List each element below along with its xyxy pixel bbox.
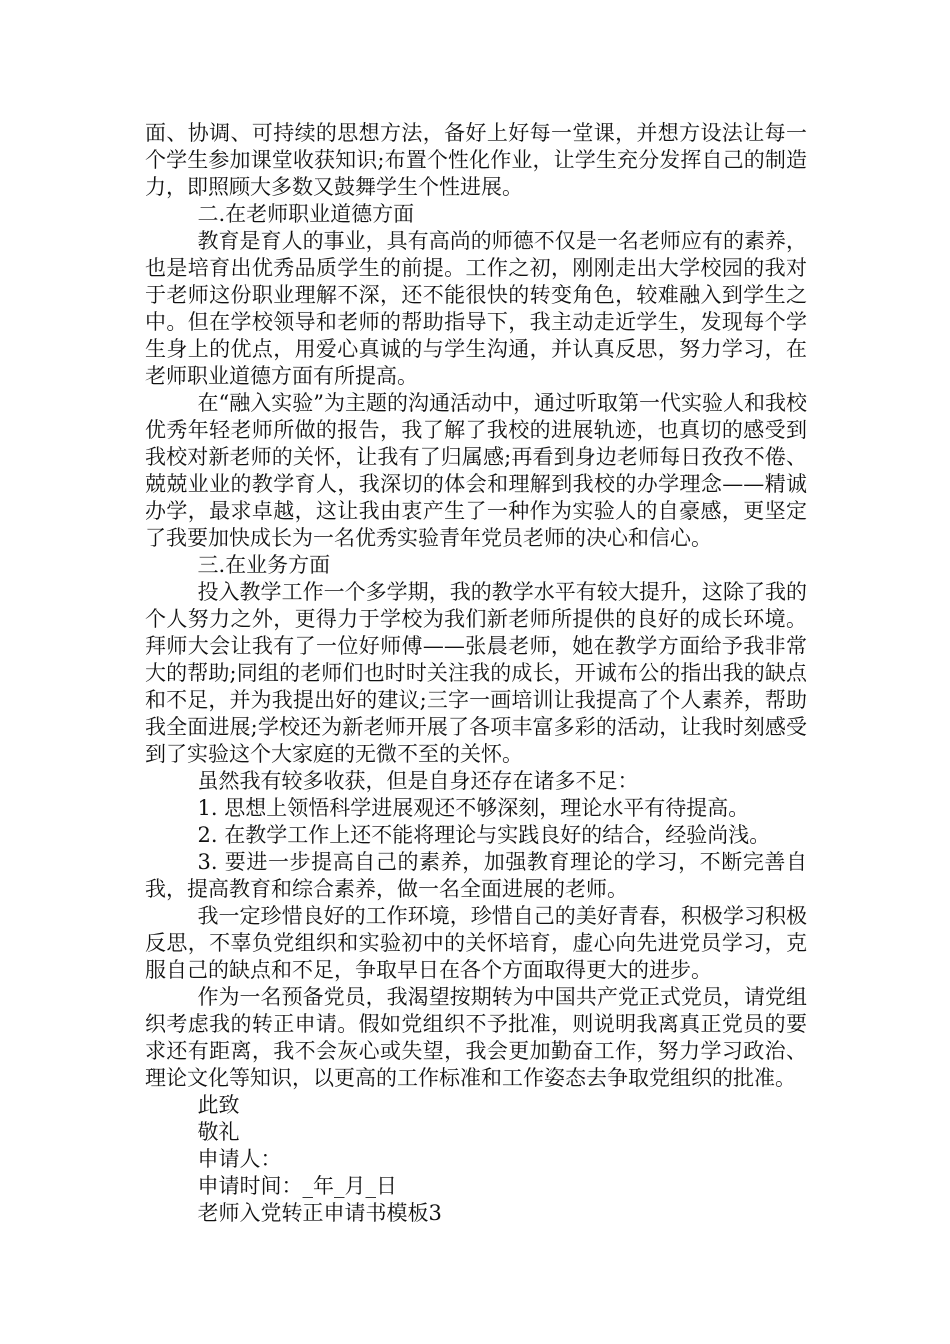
application-date-line: 申请时间：_年_月_日 [197,1174,397,1198]
paragraph-continuation: 面、协调、可持续的思想方法，备好上好每一堂课，并想方设法让每一个学生参加课堂收获知识;布置个性化作业，让学生充分发挥自己的制造力，即照顾大多数又鼓舞学生个性进展。 [145,121,807,199]
document-body [145,120,807,1227]
list-item-1: 1. 思想上领悟科学进展观还不够深刻，理论水平有待提高。 [197,796,750,820]
paragraph-request: 作为一名预备党员，我渴望按期转为中国共产党正式党员，请党组织考虑我的转正申请。假如党组织不予批准，则说明我离真正党员的要求还有距离，我不会灰心或失望，我会更加勤奋工作，努力学习政治、理论文化等知识，以更高的工作标准和工作姿态去争取党组织的批准。 [145,985,807,1090]
paragraph-teaching: 投入教学工作一个多学期，我的教学水平有较大提升，这除了我的个人努力之外，更得力于学校为我们新老师所提供的良好的成长环境。拜师大会让我有了一位好师傅——张晨老师，她在教学方面给予我非常大的帮助;同组的老师们也时时关注我的成长，开诚布公的指出我的缺点和不足，并为我提出好的建议;三字一画培训让我提高了个人素养，帮助我全面进展;学校还为新老师开展了各项丰富多彩的活动，让我时刻感受到了实验这个大家庭的无微不至的关怀。 [145,580,807,766]
closing-regards: 敬礼 [197,1120,240,1144]
closing-salutation: 此致 [197,1093,240,1117]
list-item-3: 3. 要进一步提高自己的素养，加强教育理论的学习，不断完善自我，提高教育和综合素养，做一名全面进展的老师。 [145,850,807,901]
next-template-title: 老师入党转正申请书模板3 [197,1201,442,1225]
applicant-line: 申请人： [197,1147,282,1171]
list-item-2: 2. 在教学工作上还不能将理论与实践良好的结合，经验尚浅。 [197,823,771,847]
paragraph-activity: 在“融入实验”为主题的沟通活动中，通过听取第一代实验人和我校优秀年轻老师所做的报告，我了解了我校的进展轨迹，也真切的感受到我校对新老师的关怀，让我有了归属感;再看到身边老师每日孜孜不倦、兢兢业业的教学育人，我深切的体会和理解到我校的办学理念——精诚办学，最求卓越，这让我由衷产生了一种作为实验人的自豪感，更坚定了我要加快成长为一名优秀实验青年党员老师的决心和信心。 [145,391,807,550]
paragraph-shortcomings-intro: 虽然我有较多收获，但是自身还存在诸多不足： [197,769,639,793]
paragraph-commitment: 我一定珍惜良好的工作环境，珍惜自己的美好青春，积极学习积极反思，不辜负党组织和实验初中的关怀培育，虚心向先进党员学习，克服自己的缺点和不足，争取早日在各个方面取得更大的进步。 [145,904,807,982]
section-heading-business: 三.在业务方面 [197,553,331,577]
paragraph-ethics: 教育是育人的事业，具有高尚的师德不仅是一名老师应有的素养，也是培育出优秀品质学生的前提。工作之初，刚刚走出大学校园的我对于老师这份职业理解不深，还不能很快的转变角色，较难融入到学生之中。但在学校领导和老师的帮助指导下，我主动走近学生，发现每个学生身上的优点，用爱心真诚的与学生沟通，并认真反思，努力学习，在老师职业道德方面有所提高。 [145,229,807,388]
section-heading-ethics: 二.在老师职业道德方面 [197,202,415,226]
